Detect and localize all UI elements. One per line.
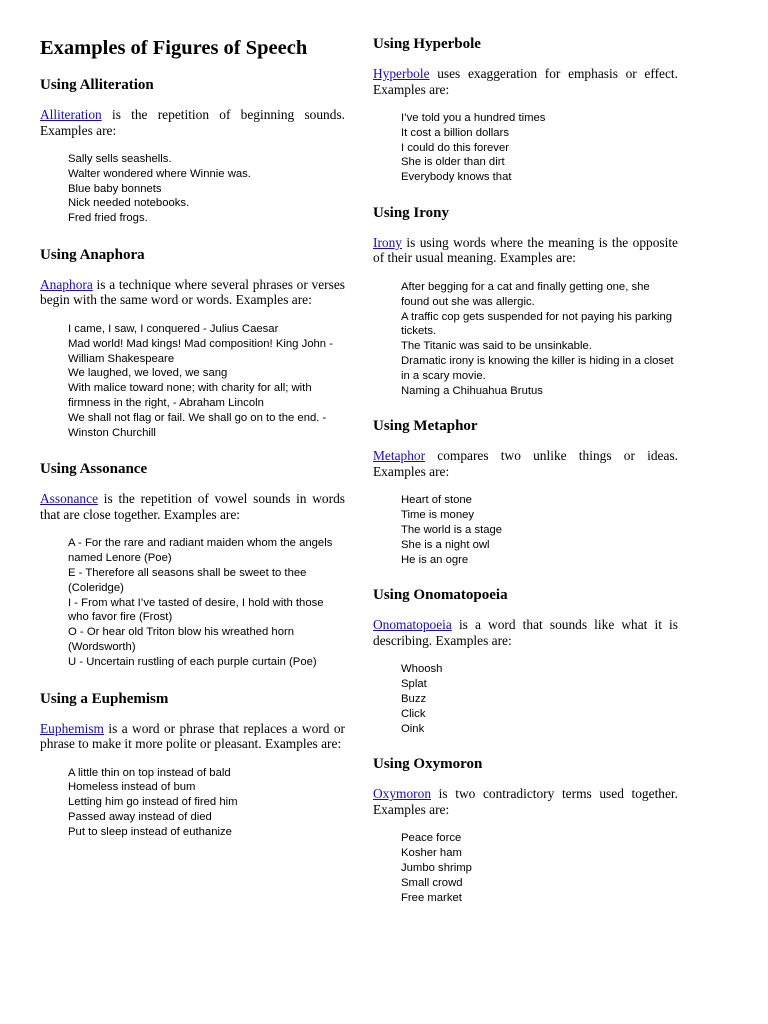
examples-list	[401, 662, 678, 736]
section-anaphora	[40, 246, 345, 440]
example-item: Mad world! Mad kings! Mad composition! King John - William Shakespeare	[68, 337, 333, 365]
example-item: Oink	[401, 722, 425, 735]
example-item: The world is a stage	[401, 523, 503, 536]
example-item: After begging for a cat and finally getting one, she found out she was allergic.	[401, 280, 650, 308]
example-item: She is older than dirt	[401, 156, 505, 169]
example-item: Dramatic irony is knowing the killer is hiding in a closet in a scary movie.	[401, 354, 674, 382]
section-description	[40, 491, 345, 522]
description-text: is the repetition of vowel sounds in words that are close together. Examples are:	[40, 491, 345, 522]
examples-list	[68, 536, 345, 669]
example-item: He is an ogre	[401, 553, 469, 566]
examples-list	[68, 766, 345, 840]
section-description	[373, 448, 678, 479]
example-item: The Titanic was said to be unsinkable.	[401, 340, 592, 353]
section-oxymoron	[373, 755, 678, 905]
section-description	[40, 277, 345, 308]
description-text: is two contradictory terms used together. Examples are:	[373, 786, 678, 817]
section-hyperbole	[373, 35, 678, 185]
section-description	[40, 107, 345, 138]
example-item: A traffic cop gets suspended for not paying his parking tickets.	[401, 310, 673, 338]
example-item: I’ve told you a hundred times	[401, 112, 546, 124]
examples-list	[401, 831, 678, 905]
example-item: A - For the rare and radiant maiden whom the angels named Lenore (Poe)	[68, 537, 333, 565]
section-description	[373, 235, 678, 266]
example-item: Nick needed notebooks.	[68, 197, 190, 210]
section-heading: Using Oxymoron	[373, 756, 483, 773]
section-heading: Using Irony	[373, 204, 449, 221]
description-text: is a word or phrase that replaces a word or phrase to make it more polite or pleasant. Examples are:	[40, 720, 345, 752]
examples-list	[401, 111, 678, 185]
example-item: Walter wondered where Winnie was.	[68, 167, 251, 180]
term-link-assonance[interactable]: Assonance	[40, 491, 99, 507]
example-item: Heart of stone	[401, 494, 472, 507]
section-heading: Using Onomatopoeia	[373, 587, 508, 604]
example-item: Splat	[401, 678, 427, 691]
section-assonance	[40, 460, 345, 669]
examples-list	[401, 493, 678, 567]
example-item: We shall not flag or fail. We shall go on to the end. - Winston Churchill	[68, 411, 327, 439]
example-item: Sally sells seashells.	[68, 153, 172, 165]
example-item: Small crowd	[401, 876, 463, 889]
section-heading: Using Metaphor	[373, 418, 478, 435]
example-item: Free market	[401, 891, 462, 904]
section-heading: Using Alliteration	[40, 77, 154, 93]
left-sections	[40, 76, 345, 840]
term-link-euphemism[interactable]: Euphemism	[40, 720, 104, 736]
example-item: Passed away instead of died	[68, 810, 212, 823]
term-link-metaphor[interactable]: Metaphor	[373, 448, 426, 464]
description-text: is a technique where several phrases or verses begin with the same word or words. Examples are:	[40, 276, 345, 308]
description-text: is using words where the meaning is the opposite of their usual meaning. Examples are:	[373, 234, 678, 266]
example-item: I - From what I’ve tasted of desire, I hold with those who favor fire (Frost)	[68, 596, 324, 624]
section-heading: Using a Euphemism	[40, 690, 169, 707]
example-item: It cost a billion dollars	[401, 126, 509, 139]
term-link-onomatopoeia[interactable]: Onomatopoeia	[373, 617, 452, 633]
section-heading: Using Anaphora	[40, 246, 145, 263]
example-item: Jumbo shrimp	[401, 861, 472, 874]
description-text: is a word that sounds like what it is describing. Examples are:	[373, 617, 678, 648]
term-link-oxymoron[interactable]: Oxymoron	[373, 786, 432, 802]
examples-list	[401, 280, 678, 398]
section-irony	[373, 204, 678, 398]
example-item: Blue baby bonnets	[68, 182, 162, 195]
section-onomatopoeia	[373, 586, 678, 736]
right-column	[373, 0, 678, 905]
example-item: Naming a Chihuahua Brutus	[401, 384, 543, 397]
section-metaphor	[373, 417, 678, 567]
example-item: A little thin on top instead of bald	[68, 766, 231, 779]
description-text: uses exaggeration for emphasis or effect. Examples are:	[373, 66, 678, 97]
term-link-anaphora[interactable]: Anaphora	[40, 276, 93, 292]
section-heading: Using Assonance	[40, 461, 148, 478]
right-sections	[373, 35, 678, 905]
example-item: We laughed, we loved, we sang	[68, 367, 228, 380]
example-item: Time is money	[401, 509, 475, 522]
example-item: Peace force	[401, 832, 462, 845]
example-item: Whoosh	[401, 663, 443, 676]
example-item: Buzz	[401, 692, 427, 705]
example-item: With malice toward none; with charity for all; with firmness in the right, - Abraham Lincoln	[68, 382, 312, 409]
example-item: I could do this forever	[401, 141, 510, 154]
term-link-alliteration[interactable]: Alliteration	[40, 107, 102, 122]
examples-list	[68, 322, 345, 440]
section-description	[373, 66, 678, 97]
example-item: I came, I saw, I conquered - Julius Caesar	[68, 322, 279, 335]
page-title: Examples of Figures of Speech	[40, 37, 308, 59]
example-item: E - Therefore all seasons shall be sweet to thee (Coleridge)	[68, 566, 307, 594]
section-description	[40, 721, 345, 752]
section-alliteration	[40, 76, 345, 226]
section-description	[373, 786, 678, 817]
example-item: Letting him go instead of fired him	[68, 796, 238, 809]
example-item: Everybody knows that	[401, 171, 512, 184]
term-link-hyperbole[interactable]: Hyperbole	[373, 66, 430, 81]
example-item: Click	[401, 707, 426, 720]
term-link-irony[interactable]: Irony	[373, 234, 403, 250]
example-item: Put to sleep instead of euthanize	[68, 825, 232, 838]
example-item: O - Or hear old Triton blow his wreathed horn (Wordsworth)	[68, 626, 295, 653]
example-item: She is a night owl	[401, 538, 490, 551]
section-heading: Using Hyperbole	[373, 36, 481, 52]
examples-list	[68, 152, 345, 226]
description-text: compares two unlike things or ideas. Examples are:	[373, 448, 678, 479]
example-item: Fred fried frogs.	[68, 212, 148, 225]
description-text: is the repetition of beginning sounds. Examples are:	[40, 107, 345, 138]
left-column	[40, 0, 345, 840]
example-item: Homeless instead of bum	[68, 781, 196, 794]
example-item: U - Uncertain rustling of each purple curtain (Poe)	[68, 655, 317, 668]
section-euphemism	[40, 690, 345, 840]
example-item: Kosher ham	[401, 847, 462, 860]
section-description	[373, 617, 678, 648]
